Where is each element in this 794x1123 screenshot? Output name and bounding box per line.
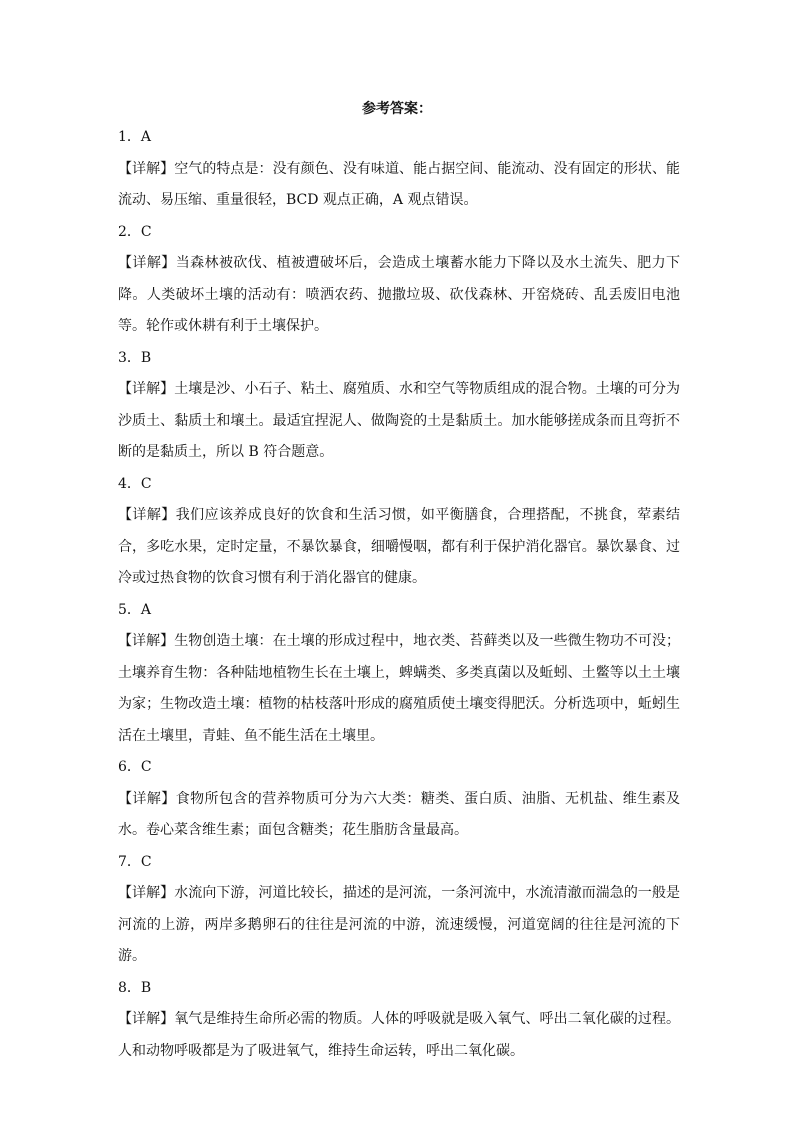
explanation-tag: 【详解】 [118, 885, 175, 901]
explanation-text: 生物创造土壤：在土壤的形成过程中，地衣类、苔藓类以及一些微生物功不可没；土壤养育生物：各种陆地植物生长在土壤上，蜱螨类、多类真菌以及蚯蚓、土鳖等以土土壤为家；生物改造土壤：植物的枯枝落叶形成的腐殖质使土壤变得肥沃。分析选项中，蚯蚓生活在土壤里，青蛙、鱼不能生活在土壤里。 [118, 633, 681, 744]
answer-explanation [118, 248, 680, 343]
explanation-text: 当森林被砍伐、植被遭破坏后，会造成土壤蓄水能力下降以及水土流失、肥力下降。人类破坏土壤的活动有：喷洒农药、抛撒垃圾、砍伐森林、开窑烧砖、乱丢废旧电池等。轮作或休耕有利于土壤保护。 [118, 255, 681, 334]
explanation-tag: 【详解】 [118, 633, 175, 649]
answer-explanation [118, 374, 680, 469]
answer-explanation [118, 500, 680, 595]
answer-number: 4．C [118, 475, 152, 492]
answer-number: 8．B [118, 979, 152, 996]
explanation-tag: 【详解】 [118, 160, 175, 177]
explanation-tag: 【详解】 [118, 255, 176, 271]
explanation-text: 空气的特点是：没有颜色、没有味道、能占据空间、能流动、没有固定的形状、能流动、易压缩、重量很轻，BCD 观点正确，A 观点错误。 [118, 160, 681, 208]
answer-list [118, 122, 680, 1067]
answer-number: 5．A [118, 601, 152, 618]
page-title: 参考答案： [362, 101, 432, 117]
answer-number: 2．C [118, 223, 152, 240]
explanation-tag: 【详解】 [118, 507, 176, 523]
explanation-text: 我们应该养成良好的饮食和生活习惯，如平衡膳食，合理搭配，不挑食，荤素结合，多吃水果，定时定量，不暴饮暴食，细嚼慢咽，都有利于保护消化器官。暴饮暴食、过冷或过热食物的饮食习惯有利于消化器官的健康。 [118, 507, 681, 586]
explanation-tag: 【详解】 [118, 790, 176, 807]
explanation-text: 水流向下游，河道比较长，描述的是河流，一条河流中，水流清澈而湍急的一般是河流的上游，两岸多鹅卵石的往往是河流的中游，流速缓慢，河道宽阔的往往是河流的下游。 [118, 885, 681, 964]
answer-number: 7．C [118, 853, 152, 870]
answer-explanation [118, 1004, 680, 1067]
answer-explanation [118, 784, 680, 847]
explanation-tag: 【详解】 [118, 381, 175, 397]
answer-number: 6．C [118, 759, 152, 775]
explanation-text: 氧气是维持生命所必需的物质。人体的呼吸就是吸入氧气、呼出二氧化碳的过程。人和动物呼吸都是为了吸进氧气，维持生命运转，呼出二氧化碳。 [118, 1011, 681, 1059]
explanation-tag: 【详解】 [118, 1011, 175, 1027]
explanation-text: 食物所包含的营养物质可分为六大类：糖类、蛋白质、油脂、无机盐、维生素及水。卷心菜含维生素；面包含糖类；花生脂肪含量最高。 [118, 790, 681, 838]
explanation-text: 土壤是沙、小石子、粘土、腐殖质、水和空气等物质组成的混合物。土壤的可分为沙质土、黏质土和壤土。最适宜捏泥人、做陶瓷的土是黏质土。加水能够搓成条而且弯折不断的是黏质土，所以 B 符合题意。 [118, 381, 681, 460]
answer-explanation [118, 154, 680, 217]
answer-number: 3．B [118, 349, 152, 366]
answer-explanation [118, 878, 680, 973]
answer-number: 1．A [118, 129, 152, 145]
answer-explanation [118, 626, 680, 752]
